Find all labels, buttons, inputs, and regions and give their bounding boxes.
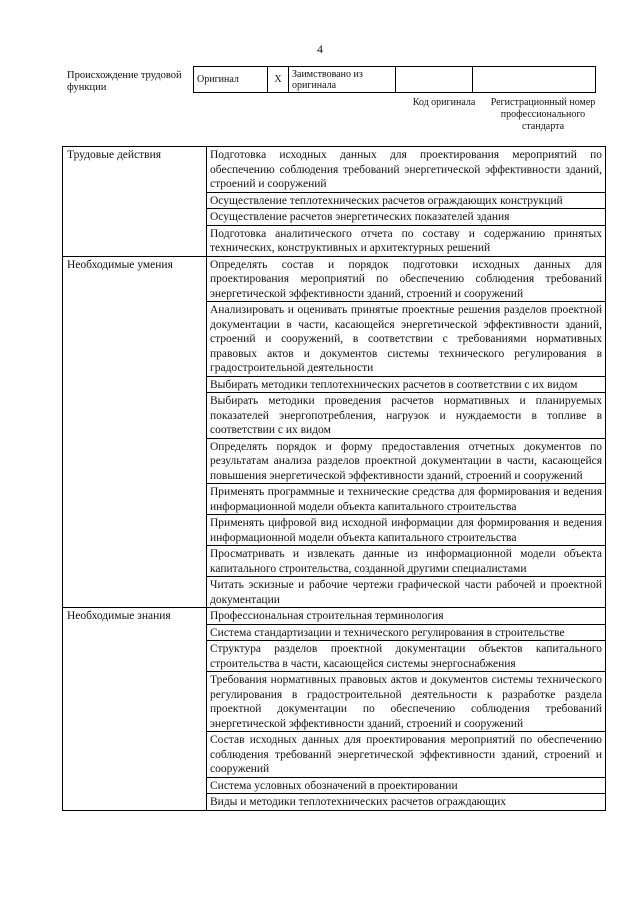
category-cell: Необходимые знания — [63, 608, 207, 811]
list-item: Просматривать и извлекать данные из информационной модели объекта капитального строительства, созданной другими специалистами — [207, 546, 605, 577]
list-item: Анализировать и оценивать принятые проектные решения разделов проектной документации в части, касающейся энергетической эффективности зданий, строений и сооружений, в соответствии с требованиями нормативных правовых актов и документов системы технического регулирования в градостроительной деятельности — [207, 302, 605, 377]
table-row — [63, 256, 606, 608]
original-mark: X — [268, 67, 289, 93]
list-item: Осуществление теплотехнических расчетов ограждающих конструкций — [207, 193, 605, 210]
code-label: Код оригинала — [412, 97, 476, 108]
list-item: Применять программные и технические средства для формирования и ведения информационной модели объекта капитального строительства — [207, 484, 605, 515]
list-item: Система условных обозначений в проектировании — [207, 778, 605, 795]
list-item: Структура разделов проектной документации объектов капитального строительства в части, касающейся системы энергоснабжения — [207, 641, 605, 672]
competency-table-body — [63, 147, 606, 811]
list-item: Выбирать методики проведения расчетов нормативных и планируемых показателей энергопотребления, нагрузок и нуждаемости в топливе в соответствии с их видом — [207, 393, 605, 439]
items-cell — [207, 256, 606, 608]
list-item: Виды и методики теплотехнических расчетов ограждающих — [210, 796, 507, 808]
list-item: Читать эскизные и рабочие чертежи графической части рабочей и проектной документации — [210, 579, 602, 606]
code-cell — [396, 67, 473, 93]
origin-label: Происхождение трудовой функции — [67, 70, 182, 93]
list-item: Система стандартизации и технического регулирования в строительстве — [207, 625, 605, 642]
page-number: 4 — [317, 42, 323, 56]
table-row — [63, 608, 606, 811]
list-item: Подготовка аналитического отчета по составу и содержанию принятых технических, конструктивных и архитектурных решений — [210, 227, 602, 254]
list-item: Применять цифровой вид исходной информации для формирования и ведения информационной модели объекта капитального строительства — [207, 515, 605, 546]
items-cell — [207, 608, 606, 811]
origin-table — [193, 66, 596, 93]
reg-number-label: Регистрационный номер профессионального стандарта — [490, 97, 596, 132]
category-cell: Трудовые действия — [63, 147, 207, 257]
items-cell — [207, 147, 606, 257]
table-row — [63, 147, 606, 257]
list-item: Определять состав и порядок подготовки исходных данных для проектирования мероприятий по обеспечению соблюдения требований энергетической эффективности зданий, строений и сооружений — [207, 257, 605, 303]
list-item: Подготовка исходных данных для проектирования мероприятий по обеспечению соблюдения требований энергетической эффективности зданий, строений и сооружений — [207, 147, 605, 193]
list-item: Выбирать методики теплотехнических расчетов в соответствии с их видом — [207, 377, 605, 394]
category-cell: Необходимые умения — [63, 256, 207, 608]
list-item: Требования нормативных правовых актов и документов системы технического регулирования в градостроительной деятельности к разработке раздела проектной документации по обеспечению соблюдения требований энергетической эффективности зданий, строений и сооружений — [207, 672, 605, 732]
list-item: Осуществление расчетов энергетических показателей здания — [207, 209, 605, 226]
reg-number-cell — [473, 67, 596, 93]
borrowed-cell: Заимствовано из оригинала — [289, 67, 396, 93]
list-item: Определять порядок и форму предоставления отчетных документов по результатам анализа разделов проектной документации в части, касающейся повышения энергетической эффективности зданий, строений и сооружений — [207, 439, 605, 485]
list-item: Состав исходных данных для проектирования мероприятий по обеспечению соблюдения требований энергетической эффективности зданий, строений и сооружений — [207, 732, 605, 778]
original-cell: Оригинал — [194, 67, 268, 93]
list-item: Профессиональная строительная терминология — [207, 608, 605, 625]
competency-table — [62, 146, 606, 811]
